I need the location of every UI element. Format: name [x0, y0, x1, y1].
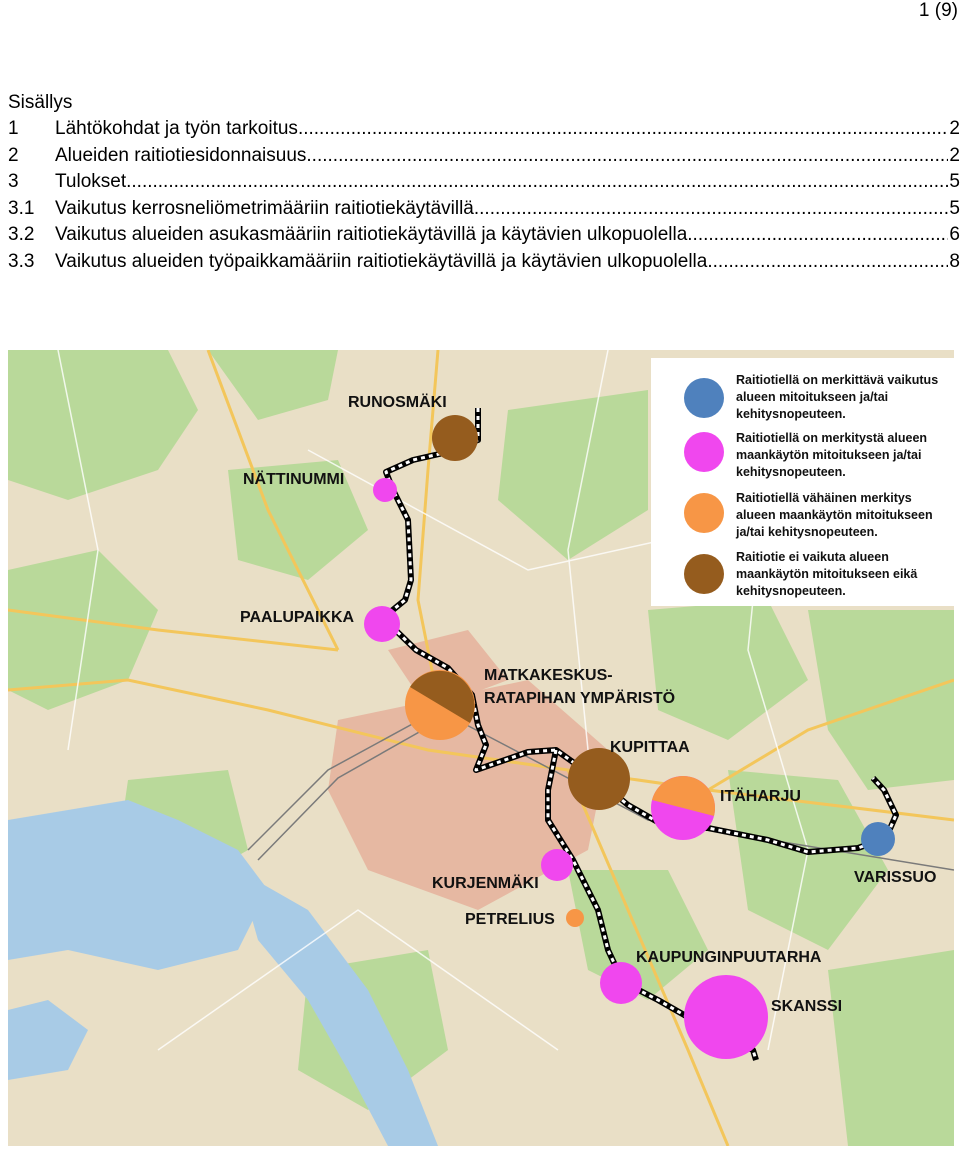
toc-entry-number: 3.3	[8, 250, 35, 272]
area-skanssi-circle	[684, 975, 768, 1059]
legend-item-1-line-3: kehitysnopeuteen.	[736, 407, 846, 421]
toc-leader-dots	[306, 145, 948, 167]
toc-leader-dots	[707, 251, 948, 273]
toc-entry[interactable]	[8, 171, 960, 198]
area-runosmaki-circle	[432, 415, 478, 461]
map-legend	[651, 358, 954, 606]
toc-entry-number: 3	[8, 171, 19, 192]
toc-entry-page: 2	[949, 144, 960, 166]
legend-item-3-line-2: alueen maankäytön mitoitukseen	[736, 508, 933, 522]
legend-swatch-brown	[684, 554, 724, 594]
label-ratapihan-ymparisto: RATAPIHAN YMPÄRISTÖ	[484, 690, 676, 707]
toc-entry-page: 6	[949, 224, 960, 245]
label-nattinummi: NÄTTINUMMI	[243, 471, 345, 488]
area-kaupunginpuutarha-circle	[600, 962, 642, 1004]
toc-entry-number: 1	[8, 118, 19, 139]
toc-title: Sisällys	[8, 92, 73, 113]
area-nattinummi-circle	[373, 478, 397, 502]
toc-entry[interactable]	[8, 145, 960, 172]
legend-item-3-line-1: Raitiotiellä vähäinen merkitys	[736, 491, 912, 505]
legend-swatch-magenta	[684, 432, 724, 472]
legend-item-4-line-2: maankäytön mitoitukseen eikä	[736, 567, 918, 581]
toc-entry-number: 3.1	[8, 197, 35, 219]
area-itaharju-circle	[651, 776, 715, 840]
area-varissuo-circle	[861, 822, 895, 856]
label-kaupunginpuutarha: KAUPUNGINPUUTARHA	[636, 949, 822, 966]
tramway-impact-map	[8, 350, 954, 1146]
legend-item-3-line-3: ja/tai kehitysnopeuteen.	[736, 525, 878, 539]
label-paalupaikka: PAALUPAIKKA	[240, 609, 355, 626]
legend-swatch-orange	[684, 493, 724, 533]
legend-swatch-blue	[684, 378, 724, 418]
legend-item-2-line-1: Raitiotiellä on merkitystä alueen	[736, 431, 928, 445]
area-matkakeskus-circle	[405, 670, 475, 740]
toc-entry-page: 5	[949, 171, 960, 192]
legend-item-1-line-2: alueen mitoitukseen ja/tai	[736, 390, 889, 404]
toc-entry-page: 8	[949, 250, 960, 272]
toc-entry-number: 3.2	[8, 224, 35, 245]
toc-entry-page: 5	[949, 197, 960, 219]
toc-entry[interactable]	[8, 224, 960, 251]
toc-entry[interactable]	[8, 118, 960, 145]
label-skanssi: SKANSSI	[771, 998, 843, 1015]
area-petrelius-circle	[566, 909, 584, 927]
toc-entry-title: Vaikutus alueiden asukasmääriin raitiotiekäytävillä ja käytävien ulkopuolella	[55, 224, 688, 245]
table-of-contents	[8, 118, 960, 277]
legend-item-4-line-3: kehitysnopeuteen.	[736, 584, 846, 598]
page-number: 1 (9)	[918, 0, 958, 21]
toc-leader-dots	[474, 198, 949, 220]
toc-entry-title: Lähtökohdat ja työn tarkoitus	[55, 118, 298, 139]
toc-entry-title: Vaikutus kerrosneliömetrimääriin raitiotiekäytävillä	[55, 197, 474, 219]
label-petrelius: PETRELIUS	[465, 911, 555, 928]
label-itaharju: ITÄHARJU	[720, 788, 801, 805]
label-kupittaa: KUPITTAA	[610, 739, 690, 756]
map-svg	[8, 350, 954, 1146]
toc-leader-dots	[687, 224, 948, 246]
legend-item-1-line-1: Raitiotiellä on merkittävä vaikutus	[736, 373, 939, 387]
label-varissuo: VARISSUO	[854, 869, 937, 886]
area-kurjenmaki-circle	[541, 849, 573, 881]
toc-entry-title: Tulokset	[55, 171, 127, 192]
toc-entry-title: Vaikutus alueiden työpaikkamääriin raitiotiekäytävillä ja käytävien ulkopuolella	[55, 250, 708, 272]
legend-item-2-line-3: kehitysnopeuteen.	[736, 465, 846, 479]
toc-entry[interactable]	[8, 251, 960, 278]
label-runosmaki: RUNOSMÄKI	[348, 394, 447, 411]
toc-leader-dots	[298, 118, 948, 140]
toc-entry-page: 2	[949, 118, 960, 139]
toc-entry[interactable]	[8, 198, 960, 225]
label-kurjenmaki: KURJENMÄKI	[432, 875, 539, 892]
toc-entry-title: Alueiden raitiotiesidonnaisuus	[55, 144, 307, 166]
legend-item-4-line-1: Raitiotie ei vaikuta alueen	[736, 550, 889, 564]
toc-leader-dots	[126, 171, 948, 193]
label-matkakeskus: MATKAKESKUS-	[484, 667, 613, 684]
toc-entry-number: 2	[8, 144, 19, 166]
area-paalupaikka-circle	[364, 606, 400, 642]
area-kupittaa-circle	[568, 748, 630, 810]
legend-item-2-line-2: maankäytön mitoitukseen ja/tai	[736, 448, 922, 462]
